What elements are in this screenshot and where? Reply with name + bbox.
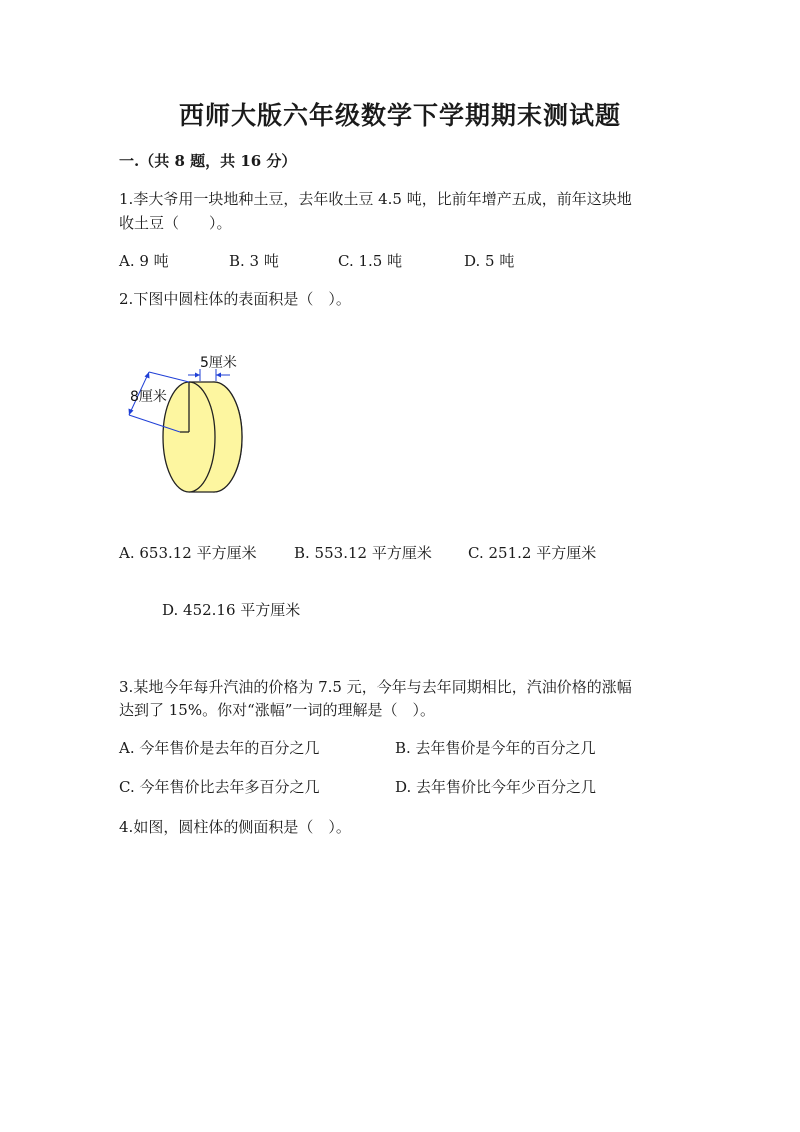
question-1-number: 1. [119, 190, 134, 208]
question-2-number: 2. [119, 290, 134, 308]
question-2-option-c: C. 251.2 平方厘米 [468, 544, 597, 562]
diameter-dim-arrowhead-bottom [129, 409, 134, 416]
diameter-dim-arrowhead-top [145, 372, 150, 379]
question-2-line-1 [119, 288, 351, 309]
question-3-option-b: B. 去年售价是今年的百分之几 [395, 739, 596, 757]
question-1-line-1 [119, 188, 632, 209]
question-1-line-2: 收土豆（ ）。 [119, 214, 232, 232]
question-3-option-d: D. 去年售价比今年少百分之几 [395, 778, 597, 796]
height-label: 5厘米 [200, 355, 237, 371]
question-3-option-a: A. 今年售价是去年的百分之几 [119, 739, 320, 757]
height-dim-arrowhead-right [216, 373, 221, 378]
question-1-option-d: D. 5 吨 [464, 252, 515, 270]
cylinder-figure [118, 345, 278, 505]
page-title: 西师大版六年级数学下学期期末测试题 [178, 101, 621, 130]
question-4-line-1 [119, 816, 351, 837]
question-2-option-b: B. 553.12 平方厘米 [294, 544, 432, 562]
question-1-option-c: C. 1.5 吨 [338, 252, 403, 270]
question-3-number: 3. [119, 678, 134, 696]
diameter-ext-top [149, 372, 189, 382]
question-4-text-1: 如图，圆柱体的侧面积是（ ）。 [133, 818, 351, 836]
section-heading: 一.（共 8 题，共 16 分） [119, 152, 297, 170]
question-2-option-a: A. 653.12 平方厘米 [119, 544, 257, 562]
question-4-number: 4. [119, 818, 134, 836]
question-3-line-2: 达到了 15%。你对“涨幅”一词的理解是（ ）。 [119, 701, 435, 719]
question-3-text-1: 某地今年每升汽油的价格为 7.5 元，今年与去年同期相比，汽油价格的涨幅 [133, 678, 632, 696]
question-1-option-a: A. 9 吨 [119, 252, 169, 270]
question-2-option-d: D. 452.16 平方厘米 [162, 601, 301, 619]
question-3-option-c: C. 今年售价比去年多百分之几 [119, 778, 320, 796]
question-3-line-1 [119, 676, 632, 697]
height-dim-arrowhead-left [195, 373, 200, 378]
question-1-text-1: 李大爷用一块地种土豆，去年收土豆 4.5 吨，比前年增产五成，前年这块地 [133, 190, 632, 208]
question-1-option-b: B. 3 吨 [229, 252, 279, 270]
diameter-label: 8厘米 [130, 389, 167, 405]
question-2-text-1: 下图中圆柱体的表面积是（ ）。 [133, 290, 351, 308]
